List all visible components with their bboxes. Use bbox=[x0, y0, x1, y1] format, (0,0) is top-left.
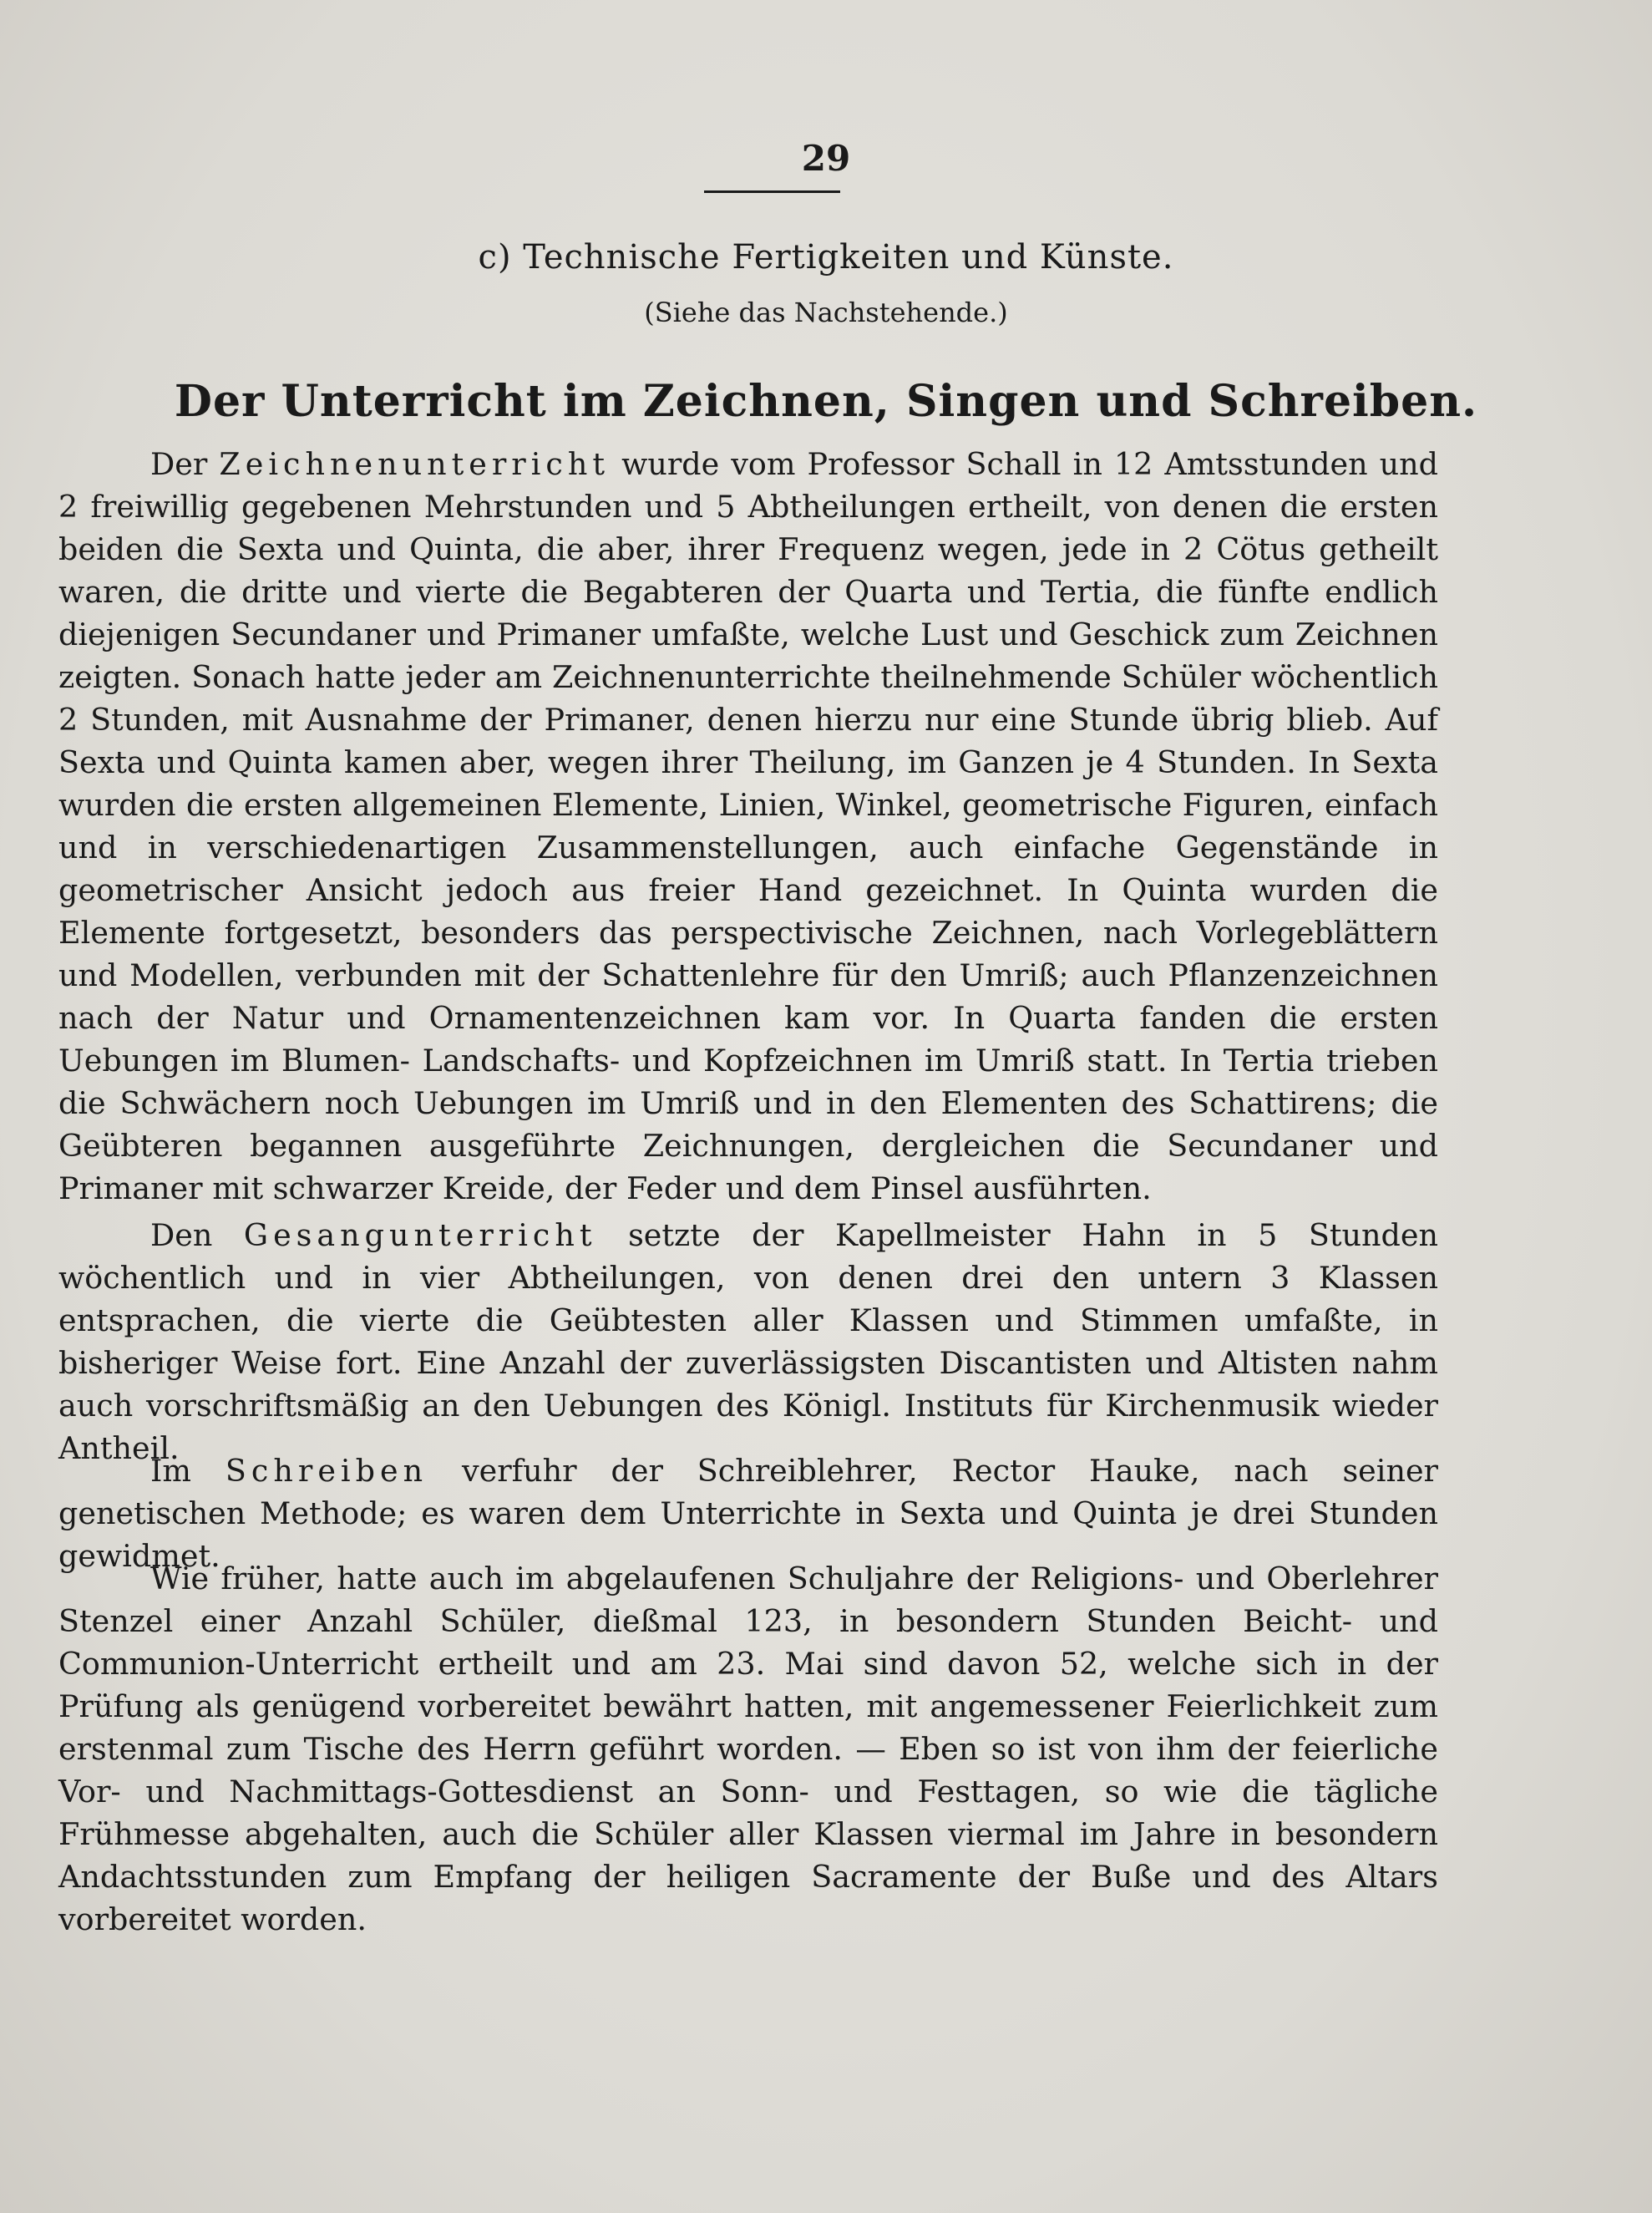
section-title: c) Technische Fertigkeiten und Künste. bbox=[478, 238, 1174, 277]
paragraph-drawing bbox=[58, 443, 1438, 1210]
section-note: (Siehe das Nachstehende.) bbox=[644, 297, 1008, 328]
paragraph-spaced-term: Schreiben bbox=[225, 1453, 428, 1489]
page-number-rule bbox=[704, 190, 840, 193]
page-number: 29 bbox=[801, 138, 851, 179]
paragraph-lead: Im bbox=[150, 1453, 192, 1489]
chapter-heading: Der Unterricht im Zeichnen, Singen und Schreiben. bbox=[174, 376, 1478, 427]
paragraph-spaced-term: Gesangunterricht bbox=[243, 1217, 597, 1253]
paragraph-text: verfuhr der Schreiblehrer, Rector Hauke, nach seiner genetischen Methode; es waren dem Unterrichte in Sexta und Quinta je drei Stunden gewidmet. bbox=[58, 1453, 1439, 1574]
paragraph-religious bbox=[58, 1557, 1438, 1941]
paragraph-lead: Der bbox=[150, 446, 208, 482]
paragraph-text: wurde vom Professor Schall in 12 Amtsstunden und 2 freiwillig gegebenen Mehrstunden und 5 Abtheilungen ertheilt, von denen die ersten beiden die Sexta und Quinta, die aber, ihrer Frequenz wegen, jede in 2 Cötus getheilt waren, die dritte und vierte die Begabteren der Quarta und Tertia, die fünfte endlich diejenigen Secundaner und Primaner umfaßte, welche Lust und Geschick zum Zeichnen zeigten. Sonach hatte jeder am Zeichnenunterrichte theilnehmende Schüler wöchentlich 2 Stunden, mit Ausnahme der Primaner, denen hierzu nur eine Stunde übrig blieb. Auf Sexta und Quinta kamen aber, wegen ihrer Theilung, im Ganzen je 4 Stunden. In Sexta wurden die ersten allgemeinen Elemente, Linien, Winkel, geometrische Figuren, einfach und in verschiedenartigen Zusammenstellungen, auch einfache Gegenstände in geometrischer Ansicht jedoch aus freier Hand gezeichnet. In Quinta wurden die Elemente fortgesetzt, besonders das perspectivische Zeichnen, nach Vorlegeblättern und Modellen, verbunden mit der Schattenlehre für den Umriß; auch Pflanzenzeichnen nach der Natur und Ornamentenzeichnen kam vor. In Quarta fanden die ersten Uebungen im Blumen- Landschafts- und Kopfzeichnen im Umriß statt. In Tertia trieben die Schwächern noch Uebungen im Umriß und in den Elementen des Schattirens; die Geübteren begannen ausgeführte Zeichnungen, dergleichen die Secundaner und Primaner mit schwarzer Kreide, der Feder und dem Pinsel ausführten. bbox=[58, 446, 1439, 1206]
paragraph-spaced-term: Zeichnenunterricht bbox=[219, 446, 611, 482]
paragraph-singing bbox=[58, 1214, 1438, 1469]
paragraph-text: Wie früher, hatte auch im abgelaufenen Schuljahre der Religions- und Oberlehrer Stenzel einer Anzahl Schüler, dießmal 123, in besondern Stunden Beicht- und Communion-Unterricht ertheilt und am 23. Mai sind davon 52, welche sich in der Prüfung als genügend vorbereitet bewährt hatten, mit angemessener Feierlichkeit zum erstenmal zum Tische des Herrn geführt worden. — Eben so ist von ihm der feierliche Vor- und Nachmittags-Gottesdienst an Sonn- und Festtagen, so wie die tägliche Frühmesse abgehalten, auch die Schüler aller Klassen viermal im Jahre in besondern Andachtsstunden zum Empfang der heiligen Sacramente der Buße und des Altars vorbereitet worden. bbox=[58, 1561, 1438, 1937]
paragraph-text: setzte der Kapellmeister Hahn in 5 Stunden wöchentlich und in vier Abtheilungen, von denen drei den untern 3 Klassen entsprachen, die vierte die Geübtesten aller Klassen und Stimmen umfaßte, in bisheriger Weise fort. Eine Anzahl der zuverlässigsten Discantisten und Altisten nahm auch vorschriftsmäßig an den Uebungen des Königl. Instituts für Kirchenmusik wieder Antheil. bbox=[58, 1217, 1439, 1466]
paragraph-lead: Den bbox=[150, 1217, 213, 1253]
